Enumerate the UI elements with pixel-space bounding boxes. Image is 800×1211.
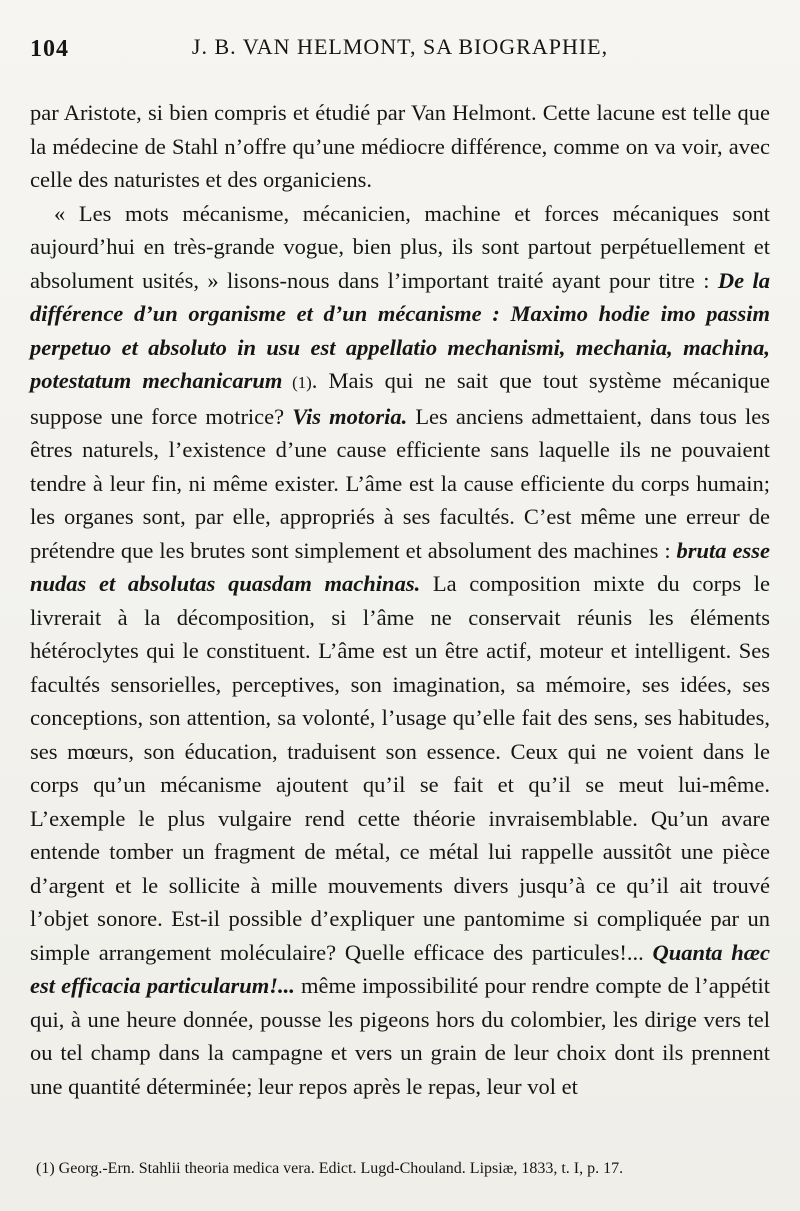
paragraph-2-segment-1: « Les mots mécanisme, mécanicien, machine et forces mécaniques sont aujourd’hui en très-grande vogue, bien plus, ils sont partout perpétuellement et absolument usités, » lisons-nous dans l’important traité ayant pour titre : xyxy=(30,200,770,293)
paragraph-2-segment-3: Les anciens admettaient, dans tous les êtres naturels, l’existence d’une cause efficiente sans laquelle ils ne pouvaient tendre à leur fin, ni même exister. L’âme est la cause efficiente du corps humain; les organes sont, par elle, appropriés à ses facultés. C’est même une erreur de prétendre que les brutes sont simplement et absolument des machines : xyxy=(30,403,770,563)
body-text xyxy=(30,96,770,1103)
latin-title-quote: De la différence d’un organisme et d’un mécanisme : Maximo hodie imo passim perpetuo et absoluto in usu est appellatio mechanismi, mechania, machina, potestatum mechanicarum xyxy=(30,267,770,393)
paragraph-2-segment-5: même impossibilité pour rendre compte de l’appétit qui, à une heure donnée, pousse les pigeons hors du colombier, les dirige vers tel ou tel champ dans la campagne et vers un grain de leur choix dont ils prennent une quantité déterminée; leur repos après le repas, leur vol et xyxy=(30,973,770,1099)
paragraph-1-text: par Aristote, si bien compris et étudié par Van Helmont. Cette lacune est telle que la médecine de Stahl n’offre qu’une médiocre différence, comme on va voir, avec celle des naturistes et des organiciens. xyxy=(30,100,770,192)
footnote: (1) Georg.-Ern. Stahlii theoria medica vera. Edict. Lugd-Chouland. Lipsiæ, 1833, t. I, p. 17. xyxy=(36,1160,624,1177)
paragraph-1 xyxy=(30,96,770,197)
paragraph-2 xyxy=(30,197,770,1104)
paragraph-2-segment-2: . Mais qui ne sait que tout système mécanique suppose une force motrice? xyxy=(30,368,770,429)
latin-vis-motoria: Vis motoria. xyxy=(292,403,408,429)
latin-quanta-quote: Quanta hæc est efficacia particularum!... xyxy=(30,939,771,998)
running-head xyxy=(30,28,770,68)
page-number: 104 xyxy=(30,36,69,62)
header-title: J. B. VAN HELMONT, SA BIOGRAPHIE, xyxy=(191,34,609,59)
latin-bruta-quote: bruta esse nudas et absolutas quasdam machinas. xyxy=(30,537,770,596)
paragraph-2-segment-4: La composition mixte du corps le livrerait à la décomposition, si l’âme ne conservait réunis les éléments hétéroclytes qui le constituent. L’âme est un être actif, moteur et intelligent. Ses facultés sensorielles, perceptives, son imagination, sa mémoire, ses idées, ses conceptions, son attention, sa volonté, l’usage qu’elle fait des sens, ses habitudes, ses mœurs, son éducation, traduisent son essence. Ceux qui ne voient dans le corps qu’un mécanisme ajoutent qu’il se fait et qu’il se meut lui-même. L’exemple le plus vulgaire rend cette théorie invraisemblable. Qu’un avare entende tomber un fragment de métal, ce métal lui rappelle aussitôt une pièce d’argent et le sollicite à mille mouvements divers jusqu’à ce qu’il ait trouvé l’objet sonore. Est-il possible d’expliquer une pantomime si compliquée par un simple arrangement moléculaire? Quelle efficace des particules!... xyxy=(30,571,770,965)
footnote-reference: (1) xyxy=(282,373,312,392)
